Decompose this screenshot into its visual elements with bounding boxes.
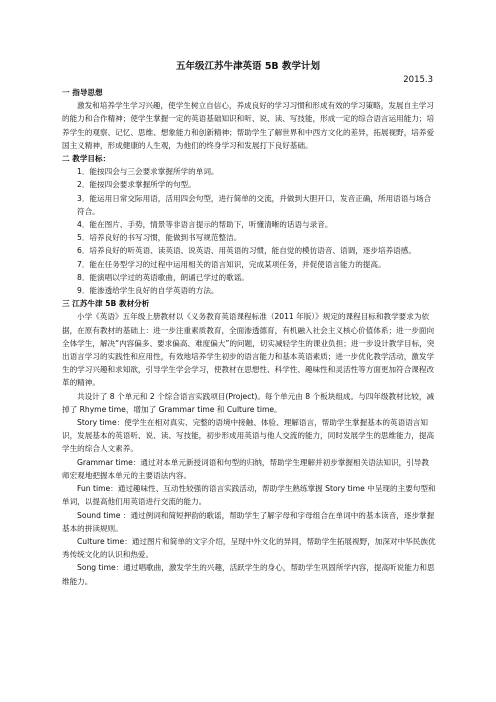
list-item: 8．能演唱以学过的英语歌曲，朗诵已学过的歌谣。 xyxy=(77,272,249,282)
document-body xyxy=(62,86,436,588)
section-heading: 二 教学目标： xyxy=(62,154,111,164)
paragraph: Fun time：通过趣味性、互动性较强的语言实践活动，帮助学生熟练掌握 Story time 中呈现的主要句型和单词，以提高他们用英语进行交流的能力。 xyxy=(62,484,436,507)
list-item: 5．培养良好的书写习惯，能做到书写规范整洁。 xyxy=(77,233,242,243)
list-item: 3．能运用日常交际用语，活用四会句型，进行简单的交流，并做到大胆开口，发音正确，所用语语与场合符合。 xyxy=(77,193,432,216)
paragraph: Song time：通过唱歌曲，激发学生的兴趣，活跃学生的身心，帮助学生巩固所学内容，提高听说能力和思维能力。 xyxy=(62,563,435,586)
list-item: 7．能在任务型学习的过程中运用相关的语言知识，完成某项任务，并促使语言能力的提高。 xyxy=(77,259,386,269)
list-item: 2．能按四会要求掌握所学的句型。 xyxy=(77,180,196,190)
paragraph: 共设计了 8 个单元和 2 个综合语言实践项目(Project)。每个单元由 8 个板块组成。与四年级教材比较，减掉了 Rhyme time，增加了 Grammar time 和 Culture time。 xyxy=(62,391,435,414)
list-item: 1．能按四会与三会要求掌握所学的单词。 xyxy=(77,167,219,177)
paragraph: 小学《英语》五年级上册教材以《义务教育英语课程标准（2011 年版）》规定的课程目标和教学要求为依据，在原有教材的基础上：进一步注重素质教育，全面渗透德育，有机融入社会主义核心价值体系；进一步面向全体学生，解决“内容偏多、要求偏高、难度偏大”的问题，切实减轻学生的课业负担；进一步设计教学目标，突出语言学习的实践性和应用性，有效地培养学生初步的语言能力和基本英语素质；进一步优化教学活动，激发学生的学习兴趣和求知欲，引导学生学会学习，使教材在思想性、科学性、趣味性和灵活性等方面更加符合课程改革的精神。 xyxy=(62,312,435,388)
section-heading: 三 江苏牛津 5B 教材分析 xyxy=(62,299,150,309)
section-heading: 一 指导思想 xyxy=(62,88,103,97)
paragraph: 激发和培养学生学习兴趣，使学生树立自信心，养成良好的学习习惯和形成有效的学习策略，发展自主学习的能力和合作精神；使学生掌握一定的英语基础知识和听、说、读、写技能，形成一定的综合语言运用能力；培养学生的观察、记忆、思维、想象能力和创新精神；帮助学生了解世界和中西方文化的差异，拓展视野，培养爱国主义精神，形成健康的人生观，为他们的终身学习和发展打下良好基础。 xyxy=(62,101,435,150)
paragraph: Grammar time：通过对本单元新授词语和句型的归纳，帮助学生理解并初步掌握相关语法知识，引导教师宏观地把握本单元的主要语法内容。 xyxy=(62,457,429,480)
document-title: 五年级江苏牛津英语 5B 教学计划 xyxy=(176,61,320,72)
document-date: 2015.3 xyxy=(403,75,433,85)
paragraph: Culture time：通过图片和简单的文字介绍，呈现中外文化的异同，帮助学生拓展视野，加深对中华民族优秀传统文化的认识和热爱。 xyxy=(62,536,436,560)
paragraph: Sound time ：通过例词和简短押韵的歌谣，帮助学生了解字母和字母组合在单词中的基本读音，逐步掌握基本的拼读规则。 xyxy=(62,510,435,533)
list-item: 9．能渗透给学生良好的自学英语的方法。 xyxy=(77,286,219,296)
list-item: 4．能在图片、手势，情景等非语言提示的帮助下，听懂清晰的话语与录音。 xyxy=(77,220,333,230)
list-item: 6．培养良好的听英语、读英语、说英语、用英语的习惯，能自觉的模仿语音、语调，逐步培养语感。 xyxy=(77,246,416,256)
paragraph: Story time：使学生在相对真实、完整的语境中接触、体验、理解语言，帮助学生掌握基本的英语语言知识，发展基本的英语听、说、读、写技能，初步形成用英语与他人交流的能力，同时发展学生的思维能力，提高学生的综合人文素养。 xyxy=(62,418,435,454)
